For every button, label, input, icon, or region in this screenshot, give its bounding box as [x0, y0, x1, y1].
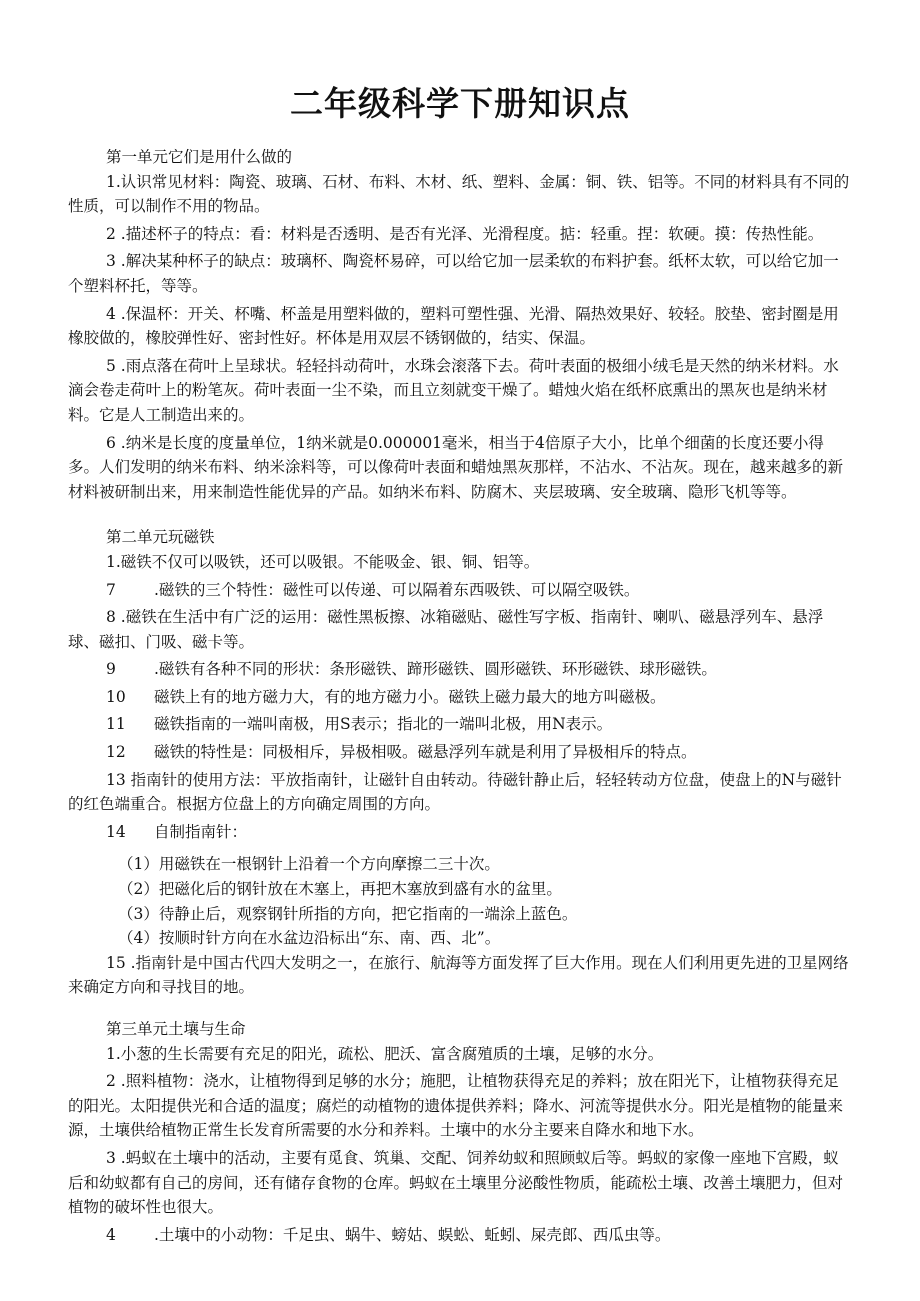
- unit3-item-1: 1.小葱的生长需要有充足的阳光，疏松、肥沃、富含腐殖质的土壤，足够的水分。: [106, 1044, 664, 1063]
- item-text: 磁铁上有的地方磁力大，有的地方磁力小。磁铁上磁力最大的地方叫磁极。: [154, 687, 666, 706]
- item-number: 4: [106, 1225, 116, 1244]
- item-text: .土壤中的小动物：千足虫、蜗牛、螃姑、蜈蚣、蚯蚓、屎壳郎、西瓜虫等。: [154, 1225, 671, 1244]
- unit2-heading: 第二单元玩磁铁: [106, 528, 215, 547]
- item-number: 7: [106, 580, 116, 599]
- unit3-heading: 第三单元土壤与生命: [106, 1020, 246, 1038]
- document-body: [68, 145, 854, 1250]
- item-number: 11: [106, 715, 126, 734]
- page-title: 二年级科学下册知识点: [290, 84, 630, 123]
- unit2-item-12: [68, 740, 854, 765]
- unit2-item-1: 1.磁铁不仅可以吸铁，还可以吸银。不能吸金、银、铜、铝等。: [106, 552, 540, 571]
- unit2-item-10: [68, 685, 854, 710]
- compass-step-3: （3）待静止后，观察钢针所指的方向，把它指南的一端涂上蓝色。: [118, 904, 578, 923]
- unit1-item-5: 5 .雨点落在荷叶上呈球状。轻轻抖动荷叶，水珠会滚落下去。荷叶表面的极细小绒毛是天然的纳米材料。水滴会卷走荷叶上的粉笔灰。荷叶表面一尘不染，而且立刻就变干燥了。蜡烛火焰在纸杯底熏出的黑灰也是纳米材料。它是人工制造出来的。: [68, 356, 839, 424]
- unit1-item-3: 3 .解决某种杯子的缺点：玻璃杯、陶瓷杯易碎，可以给它加一层柔软的布料护套。纸杯太软，可以给它加一个塑料杯托，等等。: [68, 252, 839, 295]
- item-text: .磁铁有各种不同的形状：条形磁铁、蹄形磁铁、圆形磁铁、环形磁铁、球形磁铁。: [154, 660, 717, 679]
- item-text: .磁铁的三个特性：磁性可以传递、可以隔着东西吸铁、可以隔空吸铁。: [154, 580, 640, 599]
- compass-step-4: （4）按顺时针方向在水盆边沿标出“东、南、西、北”。: [118, 929, 501, 948]
- unit3-item-2: 2 .照料植物：浇水，让植物得到足够的水分；施肥，让植物获得充足的养料；放在阳光下，让植物获得充足的阳光。太阳提供光和合适的温度；腐烂的动植物的遗体提供养料；降水、河流等提供水分。阳光是植物的能量来源，土壤供给植物正常生长发育所需要的水分和养料。土壤中的水分主要来自降水和地下水。: [68, 1072, 844, 1140]
- item-number: 12: [106, 743, 126, 762]
- unit1-heading: 第一单元它们是用什么做的: [106, 148, 293, 166]
- unit2-item-7: [68, 578, 854, 603]
- unit2-item-15: 15 .指南针是中国古代四大发明之一，在旅行、航海等方面发挥了巨大作用。现在人们利用更先进的卫星网络来确定方向和寻找目的地。: [68, 953, 849, 997]
- unit2-item-14: [68, 820, 854, 845]
- unit3-item-3: 3 .蚂蚁在土壤中的活动，主要有觅食、筑巢、交配、饲养幼蚁和照顾蚁后等。蚂蚁的家像一座地下宫殿，蚁后和幼蚁都有自己的房间，还有储存食物的仓库。蚂蚁在土壤里分泌酸性物质，能疏松土壤、改善土壤肥力，但对植物的破坏性也很大。: [68, 1148, 844, 1217]
- item-number: 14: [106, 822, 126, 841]
- compass-step-1: （1）用磁铁在一根钢针上沿着一个方向摩擦二三十次。: [118, 855, 500, 874]
- item-number: 9: [106, 660, 116, 679]
- unit2-item-11: [68, 712, 854, 737]
- unit1-item-4: 4 .保温杯：开关、杯嘴、杯盖是用塑料做的，塑料可塑性强、光滑、隔热效果好、较轻。胶垫、密封圈是用橡胶做的，橡胶弹性好、密封性好。杯体是用双层不锈钢做的，结实、保温。: [68, 304, 839, 348]
- unit2-item-13: 13 指南针的使用方法：平放指南针，让磁针自由转动。待磁针静止后，轻轻转动方位盘，使盘上的N与磁针的红色端重合。根据方位盘上的方向确定周围的方向。: [68, 770, 842, 814]
- compass-step-2: （2）把磁化后的钢针放在木塞上，再把木塞放到盛有水的盆里。: [118, 880, 562, 899]
- unit2-item-9: [68, 657, 854, 682]
- item-text: 磁铁的特性是：同极相斥，异极相吸。磁悬浮列车就是利用了异极相斥的特点。: [154, 743, 697, 762]
- unit1-item-1: 1.认识常见材料：陶瓷、玻璃、石材、布料、木材、纸、塑料、金属：铜、铁、铝等。不同的材料具有不同的性质，可以制作不用的物品。: [68, 172, 850, 216]
- unit2-item-8: 8 .磁铁在生活中有广泛的运用：磁性黑板擦、冰箱磁贴、磁性写字板、指南针、喇叭、磁悬浮列车、悬浮球、磁扣、门吸、磁卡等。: [68, 608, 824, 651]
- item-number: 10: [106, 687, 126, 706]
- item-text: 磁铁指南的一端叫南极，用S表示；指北的一端叫北极，用N表示。: [154, 715, 613, 734]
- item-text: 自制指南针：: [154, 822, 248, 841]
- unit1-item-2: 2 .描述杯子的特点：看：材料是否透明、是否有光泽、光滑程度。掂：轻重。捏：软硬。摸：传热性能。: [106, 224, 824, 243]
- unit3-item-4: [68, 1223, 854, 1248]
- unit1-item-6: 6 .纳米是长度的度量单位，1纳米就是0.000001毫米，相当于4倍原子大小，比单个细菌的长度还要小得多。人们发明的纳米布料、纳米涂料等，可以像荷叶表面和蜡烛黑灰那样，不沾水、不沾灰。现在，越来越多的新材料被研制出来，用来制造性能优异的产品。如纳米布料、防腐木、夹层玻璃、安全玻璃、隐形飞机等等。: [68, 433, 844, 501]
